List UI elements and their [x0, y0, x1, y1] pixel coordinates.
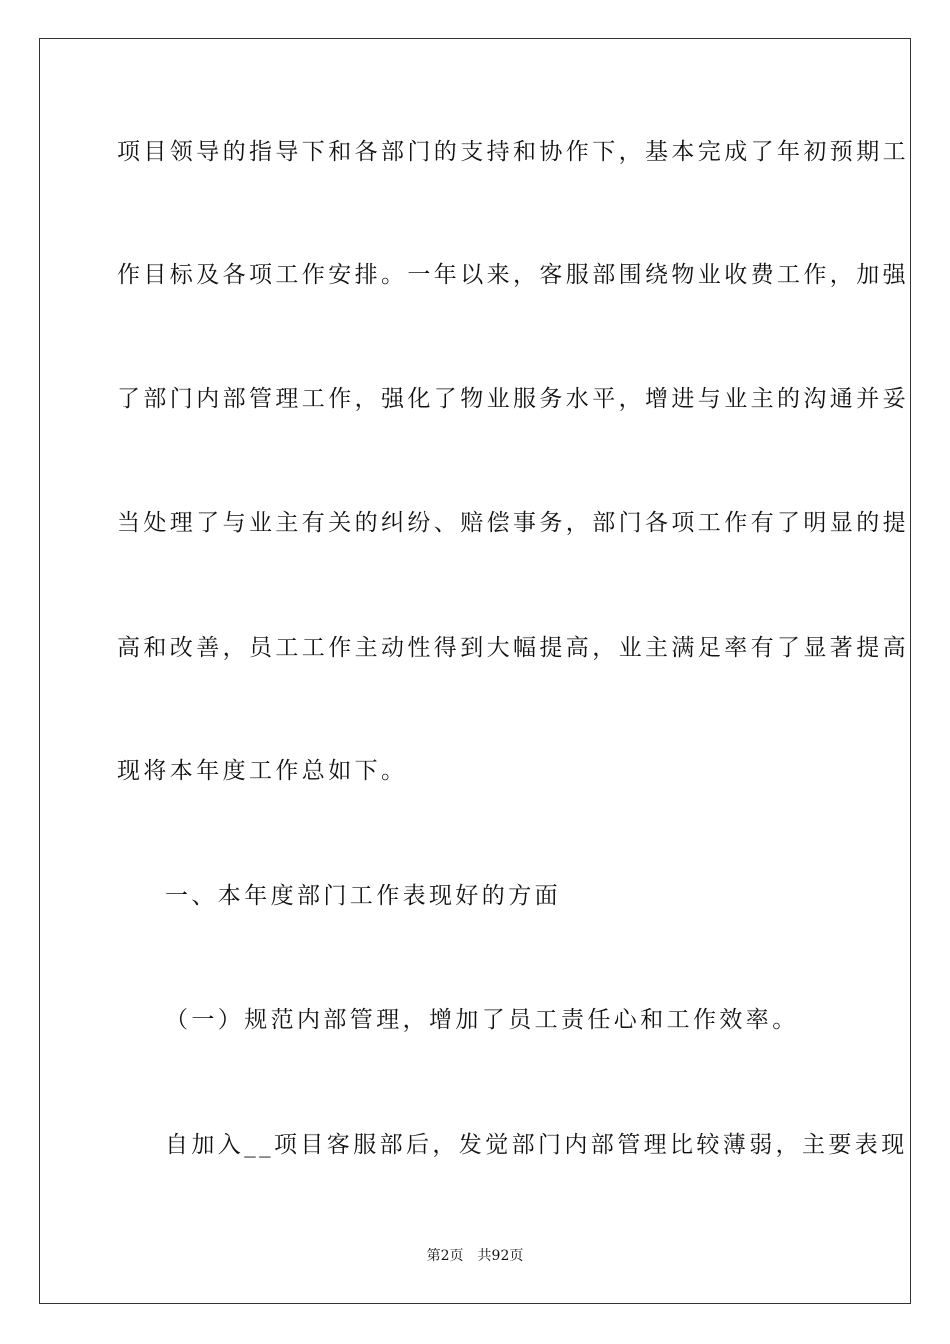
page-number: 第2页	[426, 1248, 464, 1264]
body-text-line-6: 现将本年度工作总如下。	[117, 758, 408, 784]
body-text-line-3: 了部门内部管理工作，强化了物业服务水平，增进与业主的沟通并妥	[117, 386, 909, 412]
subsection-heading: （一）规范内部管理，增加了员工责任心和工作效率。	[165, 1007, 799, 1033]
body-text-line-2: 作目标及各项工作安排。一年以来，客服部围绕物业收费工作，加强	[117, 262, 909, 288]
body-text-line-5: 高和改善，员工工作主动性得到大幅提高，业主满足率有了显著提高	[117, 635, 909, 661]
total-pages: 共92页	[477, 1248, 524, 1264]
section-heading: 一、本年度部门工作表现好的方面	[165, 883, 561, 909]
page-frame	[39, 38, 911, 1304]
body-text-line-4: 当处理了与业主有关的纠纷、赔偿事务，部门各项工作有了明显的提	[117, 510, 909, 536]
paragraph-start: 自加入__项目客服部后，发觉部门内部管理比较薄弱，主要表现	[165, 1132, 908, 1158]
body-text-line-1: 项目领导的指导下和各部门的支持和协作下，基本完成了年初预期工	[117, 139, 909, 165]
page-footer	[0, 1247, 950, 1265]
